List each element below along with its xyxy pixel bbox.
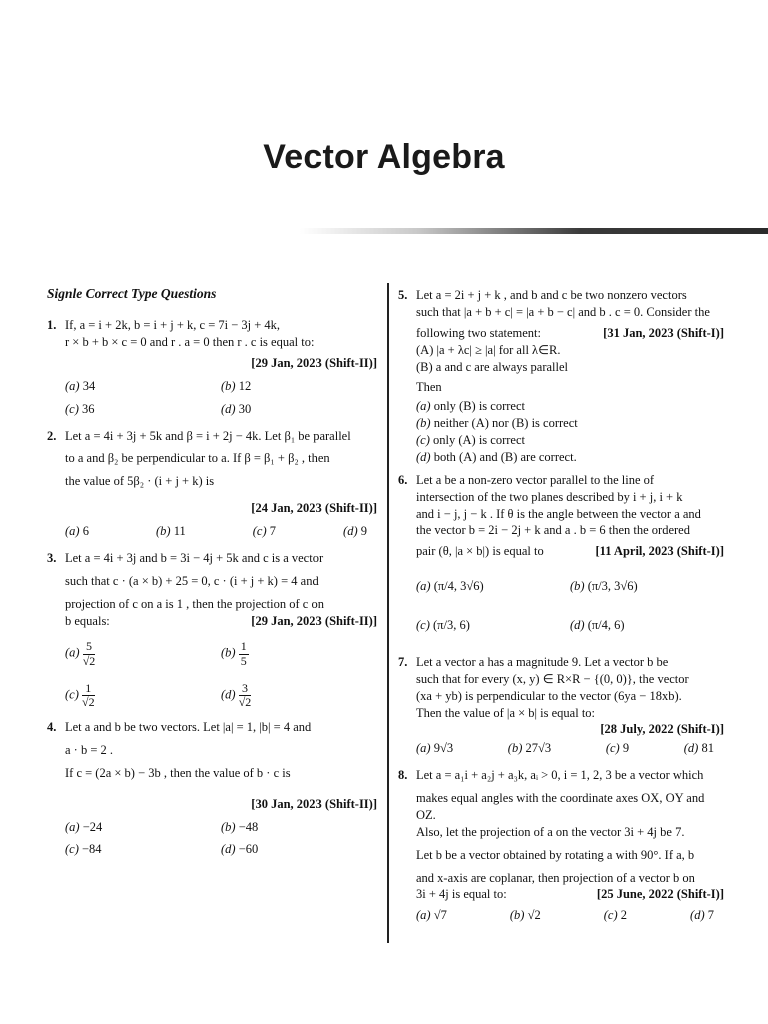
option-label: (a) [416, 908, 431, 923]
option-c [65, 682, 221, 709]
question-text: such that c · (a × b) + 25 = 0, c · (i + j + k) = 4 and [65, 573, 319, 588]
option-text: only (A) is correct [433, 433, 525, 447]
option-text: (π/3, 3√6) [587, 579, 638, 594]
right-column [398, 287, 724, 924]
option-label: (b) [155, 524, 171, 539]
option-text: −60 [238, 842, 259, 857]
option-text: 27√3 [525, 741, 552, 756]
title-rule [300, 228, 768, 234]
question-5 [398, 287, 724, 342]
option-text: 9 [360, 524, 367, 539]
question-text: Let a and b be two vectors. Let |a| = 1, |b| = 4 and [65, 720, 312, 735]
option-label: (c) [416, 618, 430, 632]
option-text: √2 [527, 908, 541, 923]
option-label: (c) [603, 908, 618, 923]
options [47, 819, 377, 859]
question-number: 5. [398, 288, 408, 302]
option-c [416, 432, 724, 449]
option-text: 9 [622, 741, 630, 756]
question-text: the vector b = 2i − 2j + k and a . b = 6 then the ordered [416, 523, 690, 538]
exam-source: [25 June, 2022 (Shift-I)] [596, 887, 724, 902]
numerator: 1 [82, 682, 95, 696]
options [398, 907, 724, 924]
question-text: Let a = 4i + 3j + 5k and β = i + 2j − 4k. Let β₁ be parallel [65, 428, 351, 443]
denominator: √2 [82, 653, 96, 668]
question-number: 8. [398, 768, 408, 783]
question-1 [47, 317, 377, 372]
numerator: 3 [239, 682, 252, 696]
option-label: (d) [416, 449, 431, 464]
options [398, 578, 724, 634]
options [47, 640, 377, 709]
option-text: (π/4, 3√6) [433, 579, 484, 594]
option-label: (c) [252, 524, 267, 539]
question-3 [47, 550, 377, 630]
question-2 [47, 428, 377, 518]
question-text: and x-axis are coplanar, then projection of a vector b on [416, 870, 695, 885]
then-label: Then [416, 380, 442, 395]
option-d [690, 907, 714, 924]
option-label: (c) [65, 842, 79, 857]
numerator: 1 [240, 639, 247, 654]
denominator: √2 [82, 694, 95, 709]
question-number: 3. [47, 550, 57, 565]
option-b [510, 907, 541, 924]
option-text: 9√3 [433, 741, 454, 756]
question-text: such that |a + b + c| = |a + b − c| and b . c = 0. Consider the [416, 304, 710, 319]
left-column [47, 285, 377, 858]
question-text: the value of 5β₂ · (i + j + k) is [65, 474, 215, 489]
option-b [221, 640, 377, 667]
question-text: Let a vector a has a magnitude 9. Let a vector b be [416, 654, 669, 669]
option-b [570, 578, 724, 595]
question-text: Let b be a vector obtained by rotating a with 90°. If a, b [416, 847, 695, 862]
option-label: (b) [221, 378, 236, 393]
denominator: 5 [240, 653, 247, 668]
options [398, 740, 724, 757]
option-label: (c) [65, 401, 79, 416]
question-text: r × b + b × c = 0 and r . a = 0 then r . c is equal to: [65, 335, 315, 350]
exam-source: [28 July, 2022 (Shift-I)] [600, 722, 724, 737]
question-number: 1. [47, 318, 57, 333]
option-d [221, 682, 377, 709]
fraction [82, 682, 95, 709]
option-label: (b) [221, 819, 236, 834]
option-text: 11 [173, 524, 186, 539]
option-label: (c) [416, 433, 430, 447]
option-text: −48 [238, 819, 259, 834]
option-c [416, 617, 570, 634]
option-text: only (B) is correct [433, 399, 525, 414]
question-text: Let a = 4i + 3j and b = 3i − 4j + 5k and c is a vector [65, 550, 324, 565]
option-c [253, 523, 276, 540]
option-d [684, 740, 714, 757]
option-b [221, 819, 377, 836]
option-label: (d) [683, 741, 699, 756]
question-8 [398, 767, 724, 903]
option-text: neither (A) nor (B) is correct [433, 416, 578, 431]
option-label: (a) [416, 741, 431, 756]
option-label: (d) [221, 842, 236, 857]
question-4 [47, 719, 377, 813]
option-label: (d) [221, 401, 236, 416]
exam-source: [29 Jan, 2023 (Shift-II)] [251, 355, 377, 370]
option-d [570, 617, 724, 634]
option-a [416, 740, 453, 757]
question-number: 2. [47, 428, 57, 443]
question-text: Also, let the projection of a on the vector 3i + 4j be 7. [416, 824, 685, 839]
question-text: If c = (2a × b) − 3b , then the value of b · c is [65, 765, 291, 780]
option-text: 30 [238, 401, 252, 416]
option-d [221, 401, 377, 418]
option-b [416, 415, 724, 432]
fraction [239, 640, 249, 667]
exam-source: [24 Jan, 2023 (Shift-II)] [251, 501, 377, 516]
option-label: (d) [690, 908, 705, 923]
question-text: projection of c on a is 1 , then the projection of c on [65, 596, 324, 611]
option-label: (a) [65, 819, 80, 834]
option-b [508, 740, 551, 757]
option-label: (b) [416, 416, 431, 431]
question-text: makes equal angles with the coordinate axes OX, OY and OZ. [416, 791, 705, 822]
option-label: (b) [507, 741, 523, 756]
option-a [416, 907, 447, 924]
option-text: (π/4, 6) [587, 618, 625, 632]
question-text: pair (θ, |a × b|) is equal to [416, 544, 544, 559]
option-text: 7 [269, 524, 277, 539]
question-text: Let a be a non-zero vector parallel to the line of [416, 472, 655, 487]
option-a [65, 819, 221, 836]
fraction [83, 640, 96, 667]
option-label: (b) [509, 908, 525, 923]
question-text: Then the value of |a × b| is equal to: [416, 705, 596, 720]
question-text: such that for every (x, y) ∈ R×R − {(0, 0)}, the vector [416, 671, 689, 686]
numerator: 5 [83, 640, 96, 654]
column-divider [387, 283, 389, 943]
option-text: −84 [82, 842, 102, 857]
option-text: both (A) and (B) are correct. [433, 449, 577, 464]
options [47, 378, 377, 418]
question-text: Let a = a₁i + a₂j + a₃k, aᵢ > 0, i = 1, 2, 3 be a vector which [416, 768, 704, 783]
option-a [65, 378, 221, 395]
option-label: (c) [65, 687, 79, 702]
statements [398, 342, 724, 397]
option-c [606, 740, 629, 757]
option-label: (a) [65, 645, 80, 660]
option-label: (a) [65, 524, 80, 539]
option-text: √7 [433, 908, 447, 923]
options [47, 523, 377, 540]
option-label: (b) [221, 645, 236, 660]
option-d [416, 449, 724, 466]
question-text: 3i + 4j is equal to: [416, 887, 507, 902]
statement-b: (B) a and c are always parallel [416, 359, 569, 374]
question-text: and i − j, j − k . If θ is the angle between the vector a and [416, 506, 701, 521]
page-title: Vector Algebra [263, 138, 505, 176]
option-text: (π/3, 6) [433, 618, 470, 632]
fraction [239, 682, 252, 709]
option-c [604, 907, 627, 924]
question-text: b equals: [65, 613, 110, 628]
option-label: (c) [605, 741, 620, 756]
exam-source: [31 Jan, 2023 (Shift-I)] [603, 325, 724, 340]
option-label: (a) [65, 378, 80, 393]
question-text: If, a = i + 2k, b = i + j + k, c = 7i − 3j + 4k, [65, 318, 281, 333]
question-text: following two statement: [416, 325, 541, 340]
option-a [65, 640, 221, 667]
question-7 [398, 654, 724, 738]
option-text: 12 [238, 378, 252, 393]
question-text: intersection of the two planes described by i + j, i + k [416, 489, 683, 504]
option-label: (d) [343, 524, 358, 539]
question-6 [398, 472, 724, 560]
question-number: 6. [398, 472, 408, 487]
statement-a: (A) |a + λc| ≥ |a| for all λ∈R. [416, 342, 561, 357]
option-label: (a) [416, 579, 431, 594]
option-text: 7 [707, 908, 714, 923]
option-text: 34 [82, 378, 96, 393]
question-text: (xa + yb) is perpendicular to the vector (6ya − 18xb). [416, 688, 682, 703]
option-c [65, 841, 221, 858]
denominator: √2 [238, 694, 252, 709]
option-text: 36 [82, 401, 95, 416]
option-a [416, 578, 570, 595]
option-a [65, 523, 89, 540]
section-heading: Signle Correct Type Questions [47, 286, 217, 301]
option-label: (a) [416, 399, 431, 414]
option-text: 81 [701, 741, 714, 756]
option-d [221, 841, 377, 858]
option-a [416, 398, 724, 415]
question-text: Let a = 2i + j + k , and b and c be two nonzero vectors [416, 288, 687, 302]
option-b [156, 523, 186, 540]
option-c [65, 401, 221, 418]
exam-source: [29 Jan, 2023 (Shift-II)] [251, 614, 377, 629]
option-b [221, 378, 377, 395]
option-label: (b) [570, 579, 585, 594]
question-text: to a and β₂ be perpendicular to a. If β = β₁ + β₂ , then [65, 451, 330, 466]
question-text: a · b = 2 . [65, 742, 114, 757]
option-text: −24 [82, 819, 103, 834]
question-number: 4. [47, 720, 57, 735]
option-label: (d) [221, 687, 236, 702]
exam-source: [30 Jan, 2023 (Shift-II)] [251, 796, 377, 811]
option-label: (d) [570, 618, 585, 632]
question-number: 7. [398, 654, 408, 669]
option-d [343, 523, 367, 540]
option-text: 6 [82, 524, 89, 539]
option-text: 2 [620, 908, 627, 923]
exam-source: [11 April, 2023 (Shift-I)] [595, 544, 724, 559]
options [398, 398, 724, 466]
